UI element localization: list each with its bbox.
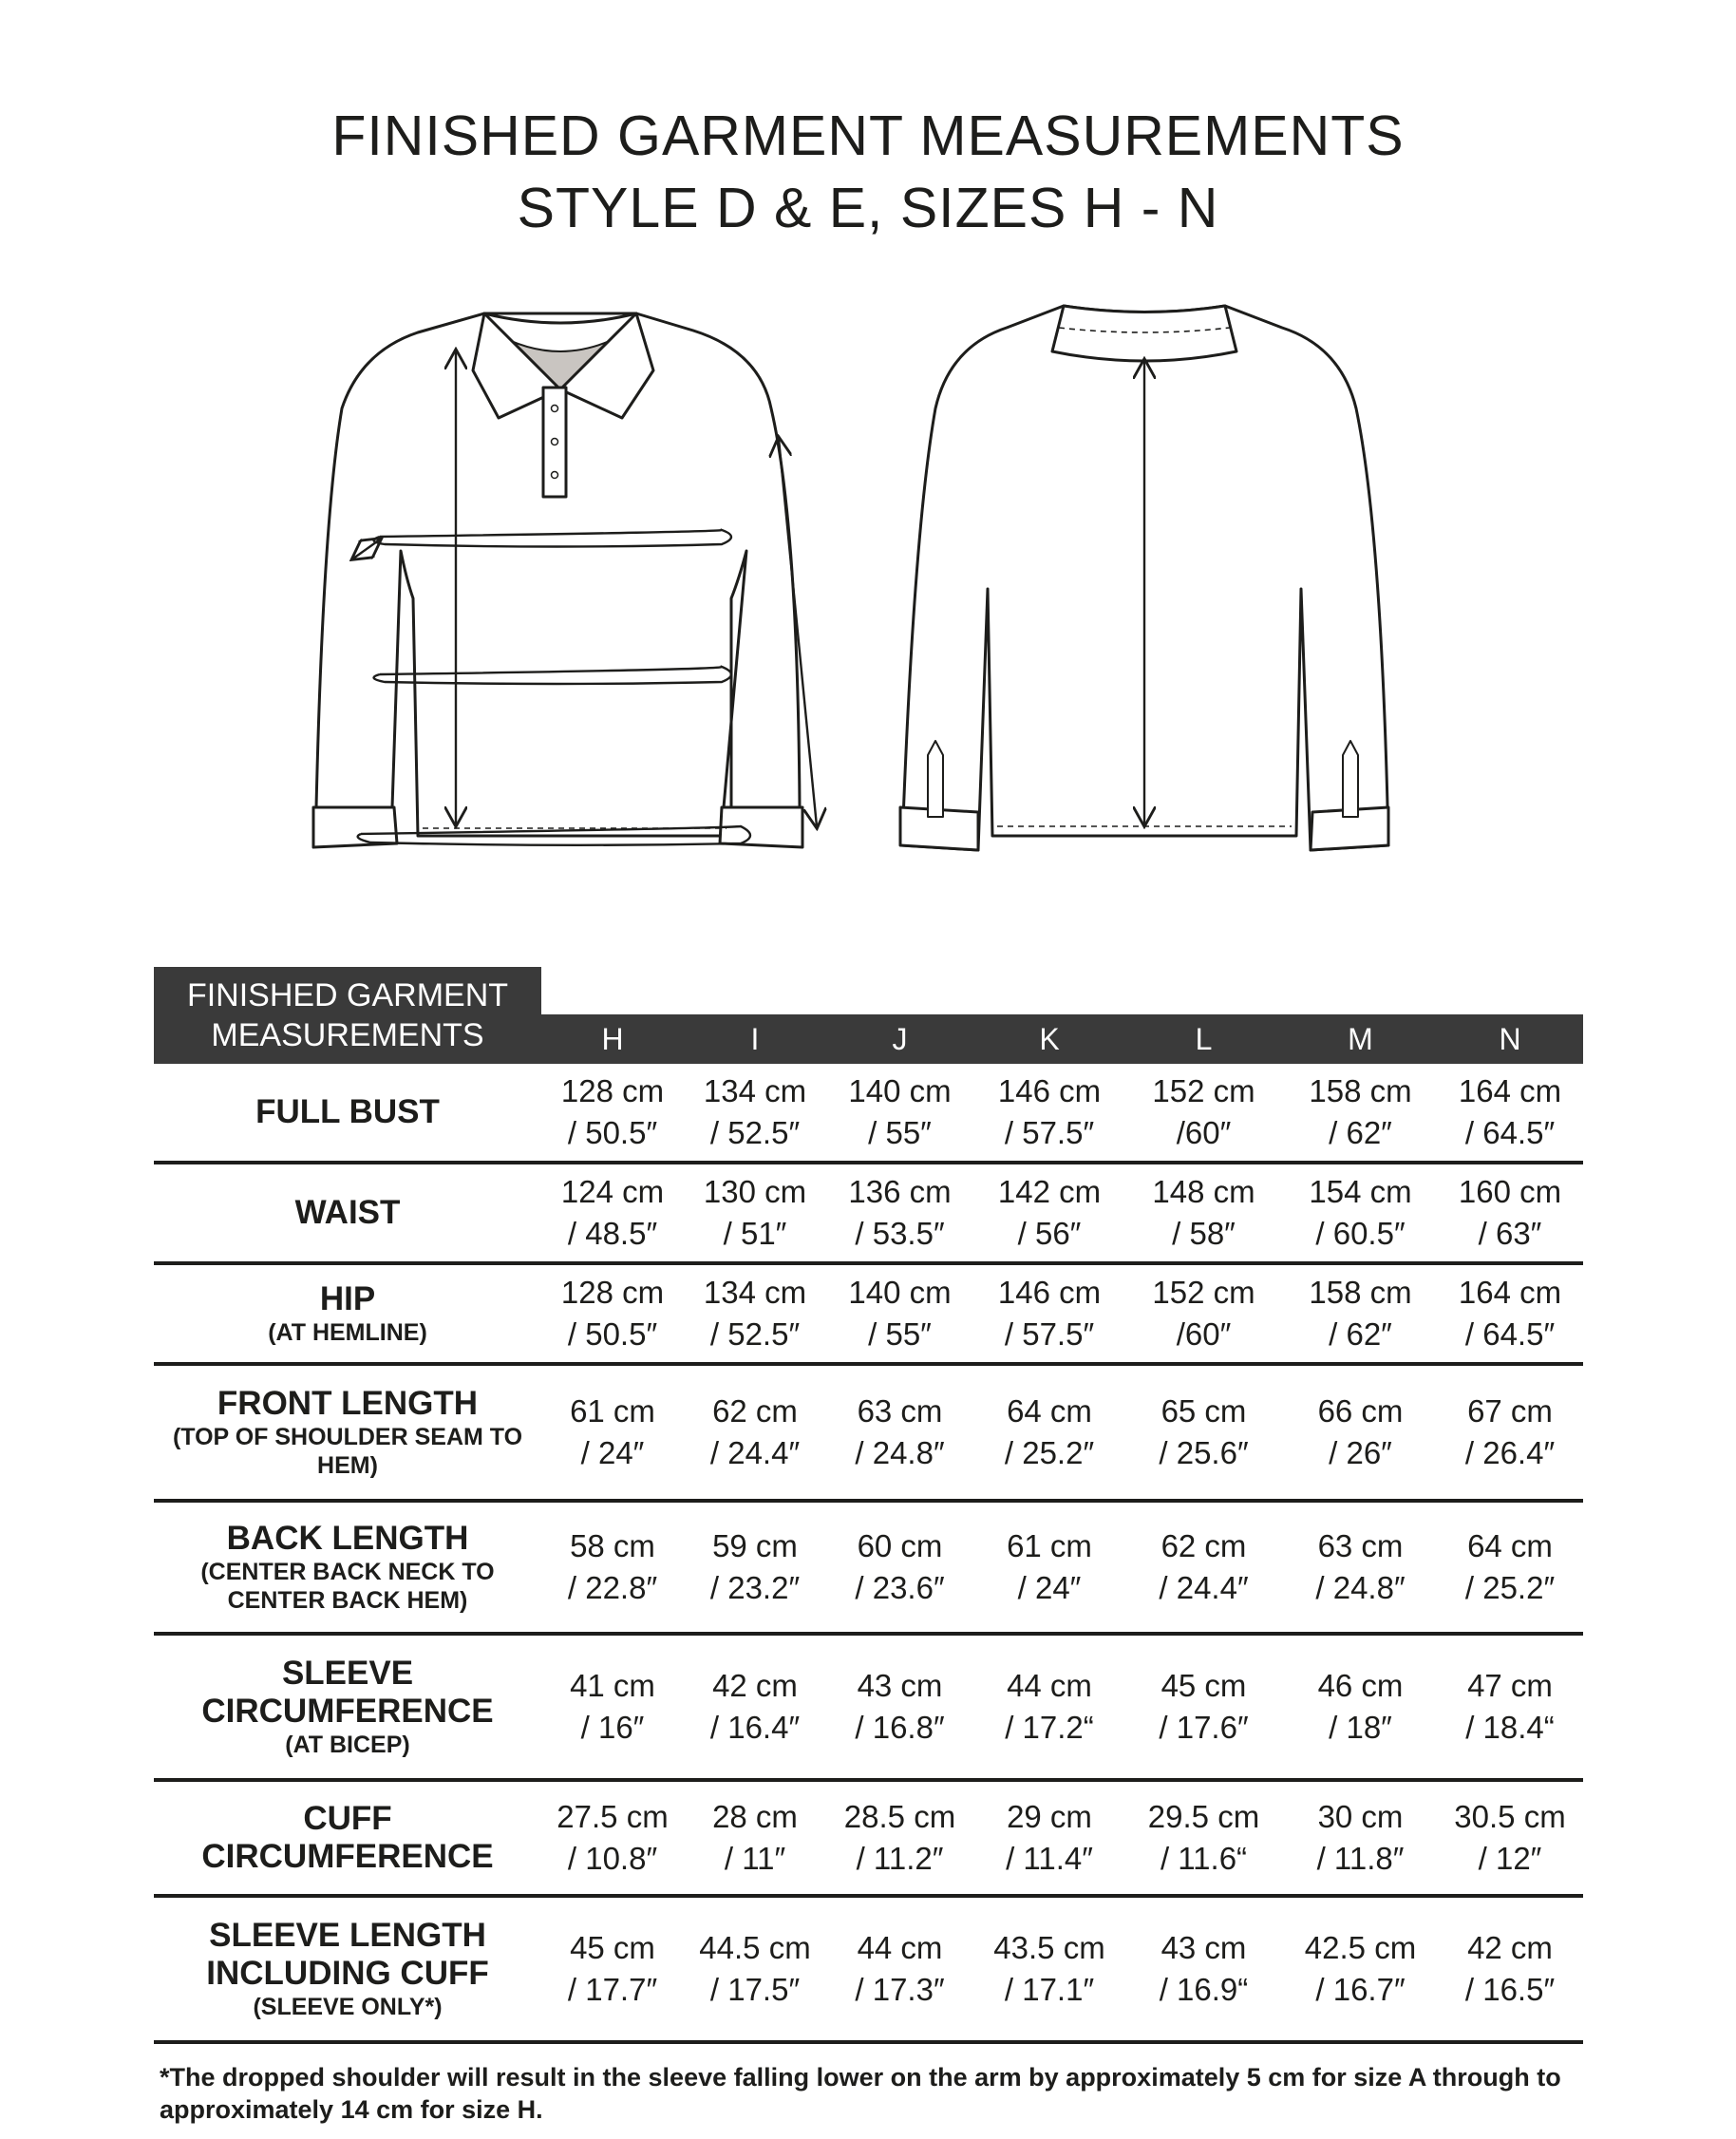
table-cell	[826, 1171, 973, 1255]
row-label	[154, 1093, 541, 1131]
imperial-value: / 23.2″	[709, 1570, 801, 1605]
size-I: I	[750, 1021, 760, 1056]
row-label-main: WAIST	[294, 1194, 401, 1231]
table-cell	[973, 1070, 1125, 1154]
imperial-value: / 51″	[723, 1216, 787, 1251]
row-label-sub: (AT HEMLINE)	[268, 1319, 427, 1346]
metric-value: 148 cm	[1152, 1174, 1255, 1209]
imperial-value: / 56″	[1017, 1216, 1082, 1251]
table-cell	[1439, 1796, 1581, 1880]
table-cell	[1125, 1070, 1282, 1154]
table-cell	[684, 1796, 826, 1880]
row-label-sub: (AT BICEP)	[285, 1732, 410, 1758]
imperial-value: / 55″	[868, 1115, 932, 1150]
metric-value: 61 cm	[570, 1393, 655, 1429]
metric-value: 64 cm	[1467, 1528, 1553, 1563]
table-row	[154, 1064, 1583, 1164]
table-cell	[1282, 1070, 1439, 1154]
table-cell	[1125, 1796, 1282, 1880]
imperial-value: / 12″	[1478, 1841, 1542, 1876]
metric-value: 59 cm	[712, 1528, 798, 1563]
imperial-value: / 62″	[1329, 1115, 1392, 1150]
table-cell	[973, 1796, 1125, 1880]
imperial-value: / 64.5″	[1464, 1316, 1556, 1352]
metric-value: 43 cm	[857, 1668, 943, 1703]
row-label	[154, 1917, 541, 2021]
row-label-sub: (TOP OF SHOULDER SEAM TO HEM)	[172, 1424, 523, 1479]
metric-value: 146 cm	[997, 1275, 1102, 1310]
row-label-main: BACK LENGTH	[226, 1520, 469, 1557]
table-cell	[1282, 1927, 1439, 2011]
table-row	[154, 1366, 1583, 1503]
imperial-value: / 18.4“	[1465, 1710, 1555, 1745]
metric-value: 41 cm	[570, 1668, 655, 1703]
table-cell	[1439, 1927, 1581, 2011]
size-K: K	[1039, 1021, 1060, 1056]
table-body	[154, 1064, 1583, 2044]
metric-value: 124 cm	[560, 1174, 665, 1209]
metric-value: 27.5 cm	[557, 1799, 669, 1834]
metric-value: 63 cm	[857, 1393, 943, 1429]
imperial-value: / 24.8″	[1315, 1570, 1406, 1605]
imperial-value: / 11.6“	[1160, 1841, 1248, 1876]
metric-value: 140 cm	[848, 1073, 952, 1108]
imperial-value: / 53.5″	[855, 1216, 945, 1251]
table-cell	[826, 1070, 973, 1154]
imperial-value: / 16.4″	[709, 1710, 801, 1745]
table-cell	[1125, 1665, 1282, 1749]
imperial-value: / 11″	[724, 1841, 786, 1876]
table-cell	[1125, 1171, 1282, 1255]
metric-value: 42 cm	[1467, 1930, 1553, 1965]
metric-value: 61 cm	[1007, 1528, 1092, 1563]
metric-value: 58 cm	[570, 1528, 655, 1563]
metric-value: 152 cm	[1152, 1073, 1255, 1108]
row-values	[541, 1665, 1583, 1749]
metric-value: 29.5 cm	[1147, 1799, 1260, 1834]
imperial-value: / 55″	[868, 1316, 932, 1352]
imperial-value: / 57.5″	[1004, 1115, 1095, 1150]
imperial-value: / 16.7″	[1315, 1972, 1406, 2007]
metric-value: 67 cm	[1467, 1393, 1553, 1429]
row-label	[154, 1280, 541, 1347]
metric-value: 42 cm	[712, 1668, 798, 1703]
metric-value: 154 cm	[1309, 1174, 1412, 1209]
table-row	[154, 1164, 1583, 1265]
metric-value: 128 cm	[560, 1073, 665, 1108]
table-cell	[684, 1171, 826, 1255]
metric-value: 44 cm	[1007, 1668, 1092, 1703]
metric-value: 158 cm	[1309, 1275, 1412, 1310]
title-line-1: FINISHED GARMENT MEASUREMENTS	[331, 104, 1405, 167]
table-cell	[973, 1927, 1125, 2011]
table-cell	[1282, 1525, 1439, 1609]
table-cell	[826, 1665, 973, 1749]
metric-value: 29 cm	[1007, 1799, 1092, 1834]
table-cell	[826, 1796, 973, 1880]
imperial-value: / 52.5″	[709, 1316, 801, 1352]
row-label	[154, 1194, 541, 1232]
table-cell	[684, 1070, 826, 1154]
imperial-value: /60″	[1176, 1316, 1232, 1352]
metric-value: 146 cm	[997, 1073, 1102, 1108]
imperial-value: / 58″	[1172, 1216, 1236, 1251]
row-label-sub: (SLEEVE ONLY*)	[253, 1994, 443, 2020]
table-cell	[1282, 1796, 1439, 1880]
table-cell	[1125, 1391, 1282, 1474]
imperial-value: / 57.5″	[1004, 1316, 1095, 1352]
table-cell	[826, 1927, 973, 2011]
row-label-main: FRONT LENGTH	[217, 1385, 479, 1422]
imperial-value: / 25.2″	[1004, 1435, 1095, 1470]
metric-value: 128 cm	[560, 1275, 665, 1310]
metric-value: 44 cm	[857, 1930, 943, 1965]
row-label-sub: (CENTER BACK NECK TO CENTER BACK HEM)	[200, 1559, 495, 1614]
metric-value: 160 cm	[1458, 1174, 1562, 1209]
metric-value: 65 cm	[1160, 1393, 1247, 1429]
table-cell	[1282, 1665, 1439, 1749]
row-label-main: FULL BUST	[255, 1093, 440, 1130]
row-label	[154, 1385, 541, 1480]
imperial-value: / 11.8″	[1316, 1841, 1405, 1876]
metric-value: 62 cm	[1160, 1528, 1247, 1563]
imperial-value: / 64.5″	[1464, 1115, 1556, 1150]
metric-value: 158 cm	[1309, 1073, 1412, 1108]
row-values	[541, 1391, 1583, 1474]
imperial-value: / 52.5″	[709, 1115, 801, 1150]
table-cell	[1439, 1070, 1581, 1154]
table-cell	[1125, 1525, 1282, 1609]
metric-value: 60 cm	[857, 1528, 943, 1563]
metric-value: 46 cm	[1317, 1668, 1404, 1703]
imperial-value: / 10.8″	[567, 1841, 658, 1876]
imperial-value: / 24.8″	[855, 1435, 945, 1470]
metric-value: 164 cm	[1458, 1275, 1562, 1310]
imperial-value: / 16.8″	[855, 1710, 945, 1745]
imperial-value: / 23.6″	[855, 1570, 945, 1605]
table-cell	[541, 1171, 684, 1255]
table-cell	[541, 1391, 684, 1474]
imperial-value: / 26″	[1329, 1435, 1392, 1470]
imperial-value: / 16″	[580, 1710, 645, 1745]
table-cell	[541, 1525, 684, 1609]
table-cell	[1282, 1391, 1439, 1474]
imperial-value: / 26.4″	[1464, 1435, 1556, 1470]
imperial-value: / 17.1″	[1004, 1972, 1095, 2007]
imperial-value: / 18″	[1329, 1710, 1392, 1745]
size-header-bar	[541, 1014, 1583, 1064]
metric-value: 140 cm	[848, 1275, 952, 1310]
metric-value: 134 cm	[703, 1275, 807, 1310]
row-values	[541, 1272, 1583, 1355]
metric-value: 47 cm	[1467, 1668, 1553, 1703]
table-cell	[1125, 1272, 1282, 1355]
shirt-front-drawing	[313, 313, 802, 847]
table-cell	[973, 1272, 1125, 1355]
table-cell	[826, 1272, 973, 1355]
row-label-main: CUFF CIRCUMFERENCE	[201, 1800, 494, 1875]
table-cell	[541, 1927, 684, 2011]
metric-value: 164 cm	[1458, 1073, 1562, 1108]
imperial-value: / 24″	[580, 1435, 645, 1470]
metric-value: 66 cm	[1317, 1393, 1404, 1429]
table-cell	[1282, 1171, 1439, 1255]
size-L: L	[1195, 1021, 1213, 1056]
imperial-value: / 63″	[1478, 1216, 1542, 1251]
table-cell	[973, 1171, 1125, 1255]
row-label	[154, 1800, 541, 1876]
metric-value: 42.5 cm	[1304, 1930, 1417, 1965]
table-cell	[684, 1391, 826, 1474]
row-label-main: HIP	[319, 1280, 376, 1317]
row-label	[154, 1520, 541, 1615]
table-cell	[1439, 1665, 1581, 1749]
row-label	[154, 1655, 541, 1759]
metric-value: 63 cm	[1317, 1528, 1404, 1563]
metric-value: 152 cm	[1152, 1275, 1255, 1310]
imperial-value: /60″	[1176, 1115, 1232, 1150]
row-values	[541, 1796, 1583, 1880]
imperial-value: / 62″	[1329, 1316, 1392, 1352]
metric-value: 43 cm	[1160, 1930, 1247, 1965]
imperial-value: / 60.5″	[1315, 1216, 1406, 1251]
table-cell	[973, 1391, 1125, 1474]
measurement-table	[154, 967, 1583, 2044]
imperial-value: / 25.2″	[1464, 1570, 1556, 1605]
imperial-value: / 17.6″	[1159, 1710, 1249, 1745]
table-cell	[684, 1665, 826, 1749]
metric-value: 30 cm	[1317, 1799, 1404, 1834]
table-header-label: FINISHED GARMENT MEASUREMENTS	[154, 967, 541, 1064]
metric-value: 45 cm	[1160, 1668, 1247, 1703]
table-cell	[1125, 1927, 1282, 2011]
table-cell	[826, 1391, 973, 1474]
imperial-value: / 24″	[1017, 1570, 1082, 1605]
size-J: J	[892, 1021, 908, 1056]
table-cell	[973, 1665, 1125, 1749]
table-row	[154, 1782, 1583, 1898]
imperial-value: / 11.2″	[856, 1841, 944, 1876]
metric-value: 30.5 cm	[1454, 1799, 1566, 1834]
table-header	[154, 967, 1583, 1064]
row-values	[541, 1927, 1583, 2011]
table-cell	[684, 1927, 826, 2011]
table-cell	[684, 1272, 826, 1355]
table-row	[154, 1503, 1583, 1636]
imperial-value: / 16.9“	[1159, 1972, 1249, 2007]
table-row	[154, 1636, 1583, 1782]
table-cell	[973, 1525, 1125, 1609]
table-cell	[541, 1665, 684, 1749]
metric-value: 136 cm	[848, 1174, 952, 1209]
table-cell	[1439, 1272, 1581, 1355]
row-values	[541, 1525, 1583, 1609]
metric-value: 43.5 cm	[993, 1930, 1105, 1965]
size-M: M	[1348, 1021, 1373, 1056]
footnote: *The dropped shoulder will result in the sleeve falling lower on the arm by approximately 5 cm for size A through to approximately 14 cm for size H.	[160, 2063, 1561, 2124]
row-values	[541, 1070, 1583, 1154]
metric-value: 62 cm	[712, 1393, 798, 1429]
metric-value: 142 cm	[997, 1174, 1102, 1209]
row-values	[541, 1171, 1583, 1255]
table-cell	[1439, 1391, 1581, 1474]
row-label-main: SLEEVE LENGTH INCLUDING CUFF	[206, 1917, 489, 1992]
table-cell	[541, 1272, 684, 1355]
size-H: H	[601, 1021, 624, 1056]
table-cell	[684, 1525, 826, 1609]
page-title	[0, 100, 1736, 244]
imperial-value: / 17.2“	[1005, 1710, 1094, 1745]
size-N: N	[1499, 1021, 1521, 1056]
metric-value: 44.5 cm	[699, 1930, 811, 1965]
imperial-value: / 50.5″	[567, 1115, 658, 1150]
imperial-value: / 24.4″	[1159, 1570, 1249, 1605]
table-cell	[1282, 1272, 1439, 1355]
garment-illustration	[0, 275, 1736, 883]
imperial-value: / 17.5″	[709, 1972, 801, 2007]
metric-value: 134 cm	[703, 1073, 807, 1108]
table-cell	[541, 1070, 684, 1154]
imperial-value: / 25.6″	[1159, 1435, 1249, 1470]
metric-value: 28 cm	[712, 1799, 798, 1834]
imperial-value: / 48.5″	[567, 1216, 658, 1251]
table-cell	[541, 1796, 684, 1880]
table-cell	[1439, 1525, 1581, 1609]
imperial-value: / 50.5″	[567, 1316, 658, 1352]
row-label-main: SLEEVE CIRCUMFERENCE	[201, 1655, 494, 1730]
metric-value: 45 cm	[570, 1930, 655, 1965]
table-row	[154, 1265, 1583, 1366]
imperial-value: / 11.4″	[1006, 1841, 1093, 1876]
imperial-value: / 16.5″	[1464, 1972, 1556, 2007]
table-cell	[826, 1525, 973, 1609]
imperial-value: / 24.4″	[709, 1435, 801, 1470]
metric-value: 64 cm	[1007, 1393, 1092, 1429]
imperial-value: / 17.7″	[567, 1972, 658, 2007]
title-line-2: STYLE D & E, SIZES H - N	[517, 177, 1219, 239]
imperial-value: / 17.3″	[855, 1972, 945, 2007]
table-cell	[1439, 1171, 1581, 1255]
metric-value: 28.5 cm	[843, 1799, 956, 1834]
metric-value: 130 cm	[703, 1174, 807, 1209]
imperial-value: / 22.8″	[567, 1570, 658, 1605]
table-row	[154, 1898, 1583, 2044]
